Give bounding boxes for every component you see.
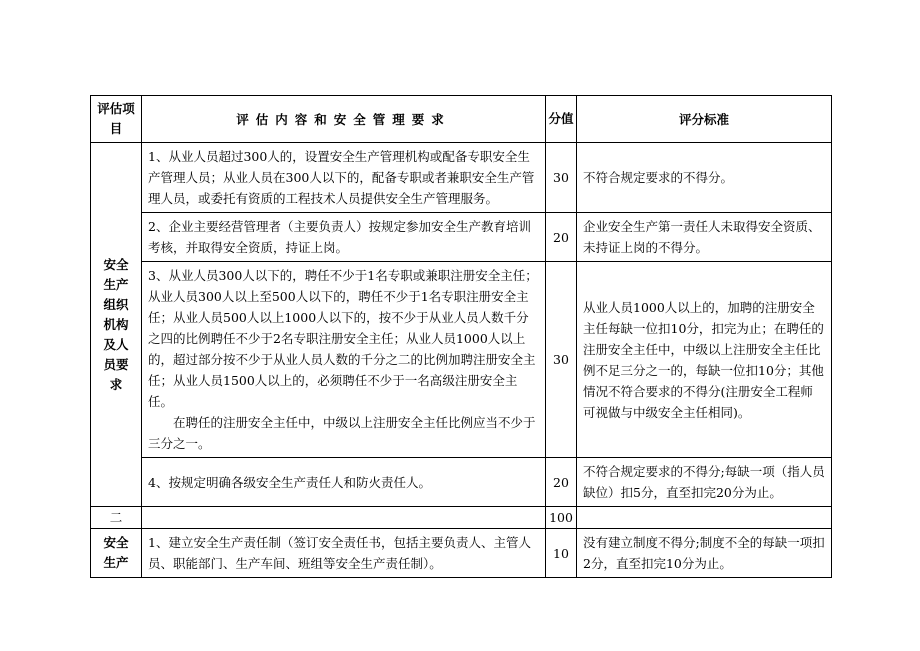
- row5-score: 10: [546, 529, 577, 578]
- table-row: [91, 529, 832, 578]
- row2-score: 20: [546, 213, 577, 262]
- section2-content: [142, 507, 546, 529]
- header-content-text: 评估内容和安全管理要求: [236, 111, 451, 127]
- row3-content-extra: 在聘任的注册安全主任中，中级以上注册安全主任比例应当不少于三分之一。: [148, 415, 536, 451]
- row3-standard: 从业人员1000人以上的，加聘的注册安全主任每缺一位扣10分，扣完为止；在聘任的注册安全主任中，中级以上注册安全主任比例不足三分之一的，每缺一位扣10分；其他情况不符合要求的不得分(注册安全工程师可视做与中级安全主任相同)。: [577, 262, 832, 458]
- assessment-table: [90, 95, 832, 578]
- row4-content: 4、按规定明确各级安全生产责任人和防火责任人。: [142, 458, 546, 507]
- header-content: [142, 96, 546, 143]
- header-item-text: 评估项目: [97, 101, 135, 136]
- row3-content: [142, 262, 546, 458]
- row2-content: 2、企业主要经营管理者（主要负责人）按规定参加安全生产教育培训考核，并取得安全资质，持证上岗。: [142, 213, 546, 262]
- section3-item: [91, 529, 142, 578]
- row4-score: 20: [546, 458, 577, 507]
- table-row: [91, 458, 832, 507]
- table-row: [91, 143, 832, 213]
- row3-content-main: 3、从业人员300人以下的，聘任不少于1名专职或兼职注册安全主任；从业人员300人以上至500人以下的，聘任不少于1名专职注册安全主任；从业人员500人以上1000人以下的，按不少于从业人员人数千分之四的比例聘任不少于2名专职注册安全主任；从业人员1000人以上的，超过部分按不少于从业人员人数的千分之二的比例加聘注册安全主任；从业人员1500人以上的，必须聘任不少于一名高级注册安全主任。: [148, 268, 538, 409]
- section2-score: 100: [546, 507, 577, 529]
- section3-item-text: 安全生产: [103, 535, 129, 570]
- header-score-text: 分值: [548, 111, 574, 126]
- row3-score: 30: [546, 262, 577, 458]
- row5-content: 1、建立安全生产责任制（签订安全责任书，包括主要负责人、主管人员、职能部门、生产车间、班组等安全生产责任制）。: [142, 529, 546, 578]
- row1-standard: 不符合规定要求的不得分。: [577, 143, 832, 213]
- header-score: [546, 96, 577, 143]
- row5-standard: 没有建立制度不得分;制度不全的每缺一项扣2分，直至扣完10分为止。: [577, 529, 832, 578]
- table-row: [91, 507, 832, 529]
- section1-item-text: 安全生产组织机构及人员要求: [103, 256, 129, 392]
- row1-score: 30: [546, 143, 577, 213]
- table-header-row: [91, 96, 832, 143]
- header-standard: 评分标准: [577, 96, 832, 143]
- section1-item: [91, 143, 142, 507]
- header-item: [91, 96, 142, 143]
- row2-standard: 企业安全生产第一责任人未取得安全资质、未持证上岗的不得分。: [577, 213, 832, 262]
- row1-content: 1、从业人员超过300人的，设置安全生产管理机构或配备专职安全生产管理人员；从业人员在300人以下的，配备专职或者兼职安全生产管理人员，或委托有资质的工程技术人员提供安全生产管理服务。: [142, 143, 546, 213]
- table-row: [91, 262, 832, 458]
- section2-item: 二: [91, 507, 142, 529]
- table-row: [91, 213, 832, 262]
- row4-standard: 不符合规定要求的不得分;每缺一项（指人员缺位）扣5分，直至扣完20分为止。: [577, 458, 832, 507]
- section2-standard: [577, 507, 832, 529]
